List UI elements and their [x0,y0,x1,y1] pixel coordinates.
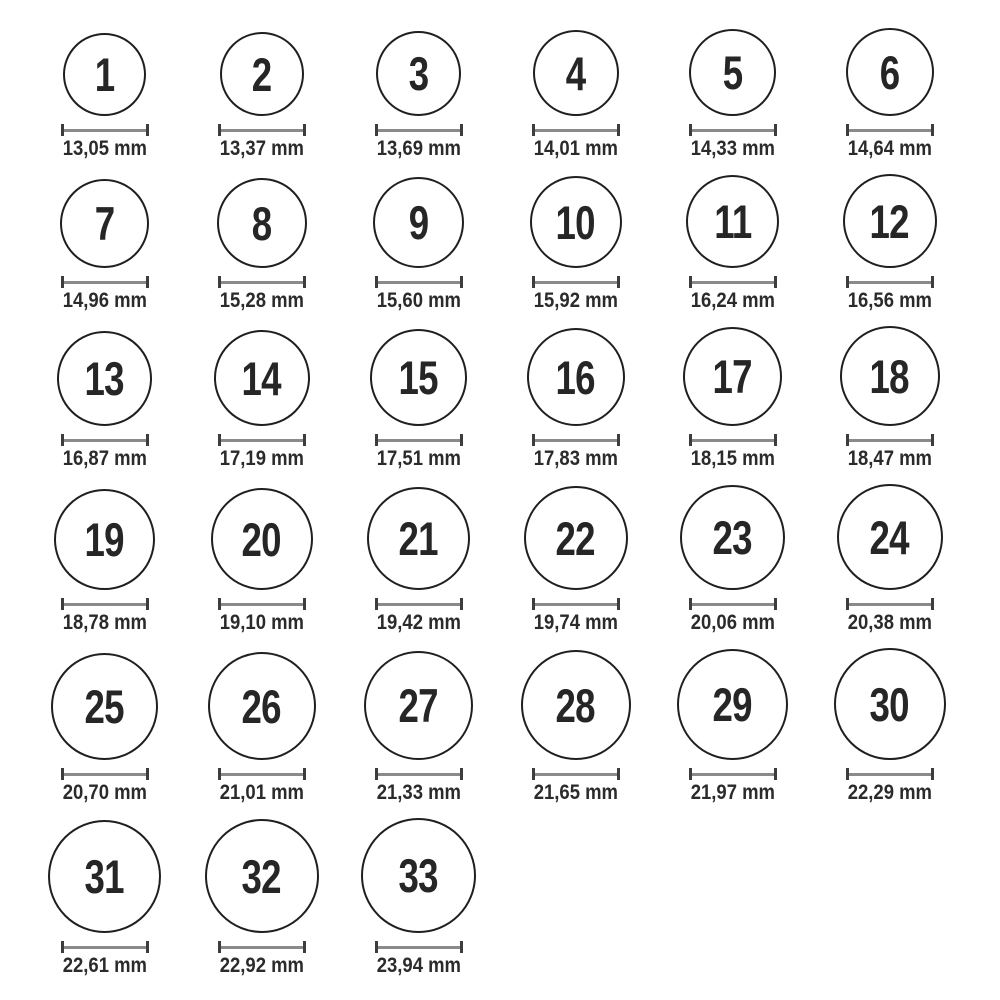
diameter-label: 15,60 mm [376,289,461,312]
ruler-line-icon [378,439,460,442]
ruler-line-icon [535,439,617,442]
diameter-ruler [689,124,777,136]
diameter-ruler [375,941,463,953]
ring-size-cell [183,178,340,311]
ring-size-number: 18 [869,349,910,403]
ring-size-cell [654,175,811,311]
diameter-ruler [532,124,620,136]
ruler-line-icon [221,773,303,776]
ring-size-cell [183,330,340,469]
diameter-ruler [61,434,149,446]
diameter-label: 13,05 mm [62,137,147,160]
ring-size-number: 32 [241,849,282,903]
ring-size-number: 25 [84,680,125,733]
diameter-ruler [689,768,777,780]
ring-size-cell [340,177,497,311]
ring-size-number: 4 [565,46,586,100]
ring-size-cell [26,33,183,159]
diameter-label: 18,78 mm [62,611,147,634]
diameter-label: 17,51 mm [376,447,461,470]
diameter-label: 19,10 mm [219,611,304,634]
diameter-label: 17,19 mm [219,447,304,470]
ruler-line-icon [692,281,774,284]
ruler-line-icon [64,439,146,442]
ruler-line-icon [849,281,931,284]
chart-row [26,648,1000,803]
ruler-line-icon [221,439,303,442]
ring-size-number: 31 [84,850,125,903]
ring-size-number: 5 [722,46,743,99]
diameter-label: 15,92 mm [533,289,618,312]
ruler-line-icon [535,281,617,284]
ruler-line-icon [849,439,931,442]
ring-circle [834,648,946,760]
ring-size-number: 24 [869,510,910,564]
ring-circle [57,331,152,426]
ring-size-number: 28 [555,678,596,732]
ruler-line-icon [64,129,146,132]
ring-size-number: 2 [251,47,272,101]
ring-circle [367,487,470,590]
ring-size-cell [183,32,340,159]
ring-circle [60,179,149,268]
ring-size-cell [497,176,654,311]
ruler-line-icon [849,603,931,606]
ruler-line-icon [378,946,460,949]
ring-circle [48,820,161,933]
diameter-ruler [375,768,463,780]
ruler-line-icon [378,129,460,132]
ruler-line-icon [535,603,617,606]
ring-circle [211,488,313,590]
diameter-ruler [846,598,934,610]
ring-size-number: 26 [241,679,282,733]
diameter-ruler [61,941,149,953]
ring-size-number: 17 [712,350,753,403]
ring-size-cell [811,648,968,803]
ruler-line-icon [64,281,146,284]
ring-circle [683,327,782,426]
diameter-label: 22,61 mm [62,954,147,977]
ruler-line-icon [64,773,146,776]
diameter-ruler [846,434,934,446]
ring-size-cell [340,651,497,803]
ruler-line-icon [221,281,303,284]
diameter-label: 21,97 mm [690,781,775,804]
ring-size-cell [654,485,811,633]
ring-circle [214,330,310,426]
ruler-line-icon [535,773,617,776]
ring-size-cell [340,818,497,976]
diameter-label: 22,29 mm [847,781,932,804]
ring-circle [686,175,779,268]
diameter-ruler [689,598,777,610]
diameter-ruler [532,276,620,288]
ruler-line-icon [692,129,774,132]
diameter-ruler [532,768,620,780]
diameter-label: 14,01 mm [533,137,618,160]
ring-circle [208,652,316,760]
ring-size-cell [497,328,654,469]
ring-circle [370,329,467,426]
ring-size-number: 7 [94,197,115,250]
diameter-ruler [375,124,463,136]
ring-size-number: 15 [398,351,439,404]
diameter-label: 18,15 mm [690,447,775,470]
ruler-line-icon [535,129,617,132]
diameter-ruler [689,434,777,446]
ring-size-cell [340,487,497,633]
ruler-line-icon [378,281,460,284]
ring-size-cell [26,820,183,976]
ring-size-number: 22 [555,511,596,565]
diameter-label: 13,37 mm [219,137,304,160]
ring-size-number: 30 [869,677,910,731]
ring-size-cell [183,488,340,633]
diameter-label: 19,42 mm [376,611,461,634]
diameter-label: 21,01 mm [219,781,304,804]
ring-size-number: 27 [398,679,439,732]
ring-circle [361,818,476,933]
ring-size-cell [654,649,811,803]
ruler-line-icon [378,603,460,606]
ring-circle [63,33,146,116]
diameter-label: 19,74 mm [533,611,618,634]
diameter-ruler [375,434,463,446]
ring-size-number: 6 [879,45,900,99]
diameter-label: 14,33 mm [690,137,775,160]
ring-size-number: 19 [84,513,125,566]
ring-size-number: 20 [241,512,282,566]
diameter-label: 16,24 mm [690,289,775,312]
ring-circle [677,649,788,760]
ruler-line-icon [221,603,303,606]
ring-size-number: 11 [713,195,752,248]
ring-size-cell [26,331,183,469]
ring-size-number: 13 [84,352,125,405]
ruler-line-icon [64,603,146,606]
ring-size-number: 29 [712,678,753,731]
ring-size-cell [811,326,968,469]
ring-circle [524,486,628,590]
ring-size-cell [26,489,183,633]
ring-size-number: 1 [94,48,115,101]
diameter-label: 21,33 mm [376,781,461,804]
ring-circle [843,174,937,268]
ruler-line-icon [849,129,931,132]
diameter-ruler [846,768,934,780]
diameter-label: 16,56 mm [847,289,932,312]
ring-size-cell [26,653,183,803]
ring-size-cell [26,179,183,311]
ring-circle [846,28,934,116]
diameter-ruler [532,598,620,610]
ring-size-cell [497,30,654,159]
ring-size-cell [497,486,654,633]
ring-circle [533,30,619,116]
ring-size-cell [497,650,654,803]
diameter-ruler [218,434,306,446]
diameter-label: 20,38 mm [847,611,932,634]
diameter-label: 22,92 mm [219,954,304,977]
ring-size-cell [183,819,340,976]
ring-circle [521,650,631,760]
ring-size-cell [811,484,968,633]
ruler-line-icon [378,773,460,776]
diameter-label: 21,65 mm [533,781,618,804]
diameter-label: 23,94 mm [376,954,461,977]
diameter-ruler [218,768,306,780]
diameter-ruler [218,941,306,953]
chart-row [26,174,1000,311]
diameter-label: 13,69 mm [376,137,461,160]
chart-row [26,818,1000,976]
ring-circle [205,819,319,933]
ring-size-cell [811,174,968,311]
diameter-ruler [218,598,306,610]
diameter-ruler [218,276,306,288]
diameter-ruler [846,124,934,136]
ring-circle [217,178,307,268]
ring-size-number: 14 [241,351,282,405]
ring-circle [220,32,304,116]
ring-size-cell [654,29,811,159]
chart-row [26,28,1000,159]
diameter-label: 15,28 mm [219,289,304,312]
ring-size-cell [340,31,497,159]
ring-circle [364,651,473,760]
ring-size-number: 9 [408,196,429,249]
diameter-ruler [218,124,306,136]
ruler-line-icon [221,129,303,132]
ring-circle [527,328,625,426]
ruler-line-icon [849,773,931,776]
ring-circle [530,176,622,268]
ruler-line-icon [692,603,774,606]
diameter-ruler [61,598,149,610]
ring-size-number: 33 [398,849,439,902]
chart-row [26,326,1000,469]
diameter-ruler [375,276,463,288]
ring-circle [54,489,155,590]
ring-circle [840,326,940,426]
diameter-label: 14,96 mm [62,289,147,312]
diameter-label: 18,47 mm [847,447,932,470]
diameter-ruler [61,768,149,780]
ring-circle [680,485,785,590]
diameter-ruler [846,276,934,288]
ring-size-cell [340,329,497,469]
diameter-label: 17,83 mm [533,447,618,470]
ruler-line-icon [692,773,774,776]
ring-circle [51,653,158,760]
diameter-ruler [375,598,463,610]
diameter-label: 16,87 mm [62,447,147,470]
chart-row [26,484,1000,633]
diameter-label: 14,64 mm [847,137,932,160]
diameter-label: 20,06 mm [690,611,775,634]
ring-size-number: 23 [712,511,753,564]
ring-size-number: 12 [869,194,910,248]
ring-size-cell [183,652,340,803]
ring-size-number: 3 [408,47,429,100]
ring-circle [689,29,776,116]
diameter-label: 20,70 mm [62,781,147,804]
ring-size-number: 10 [555,195,596,249]
ring-circle [837,484,943,590]
diameter-ruler [532,434,620,446]
ring-size-cell [811,28,968,159]
diameter-ruler [689,276,777,288]
diameter-ruler [61,276,149,288]
ruler-line-icon [221,946,303,949]
ring-circle [376,31,461,116]
ring-size-number: 21 [398,512,439,565]
diameter-ruler [61,124,149,136]
ring-circle [373,177,464,268]
ring-size-number: 16 [555,350,596,404]
ruler-line-icon [64,946,146,949]
ruler-line-icon [692,439,774,442]
ring-size-cell [654,327,811,469]
ring-size-number: 8 [251,196,272,250]
